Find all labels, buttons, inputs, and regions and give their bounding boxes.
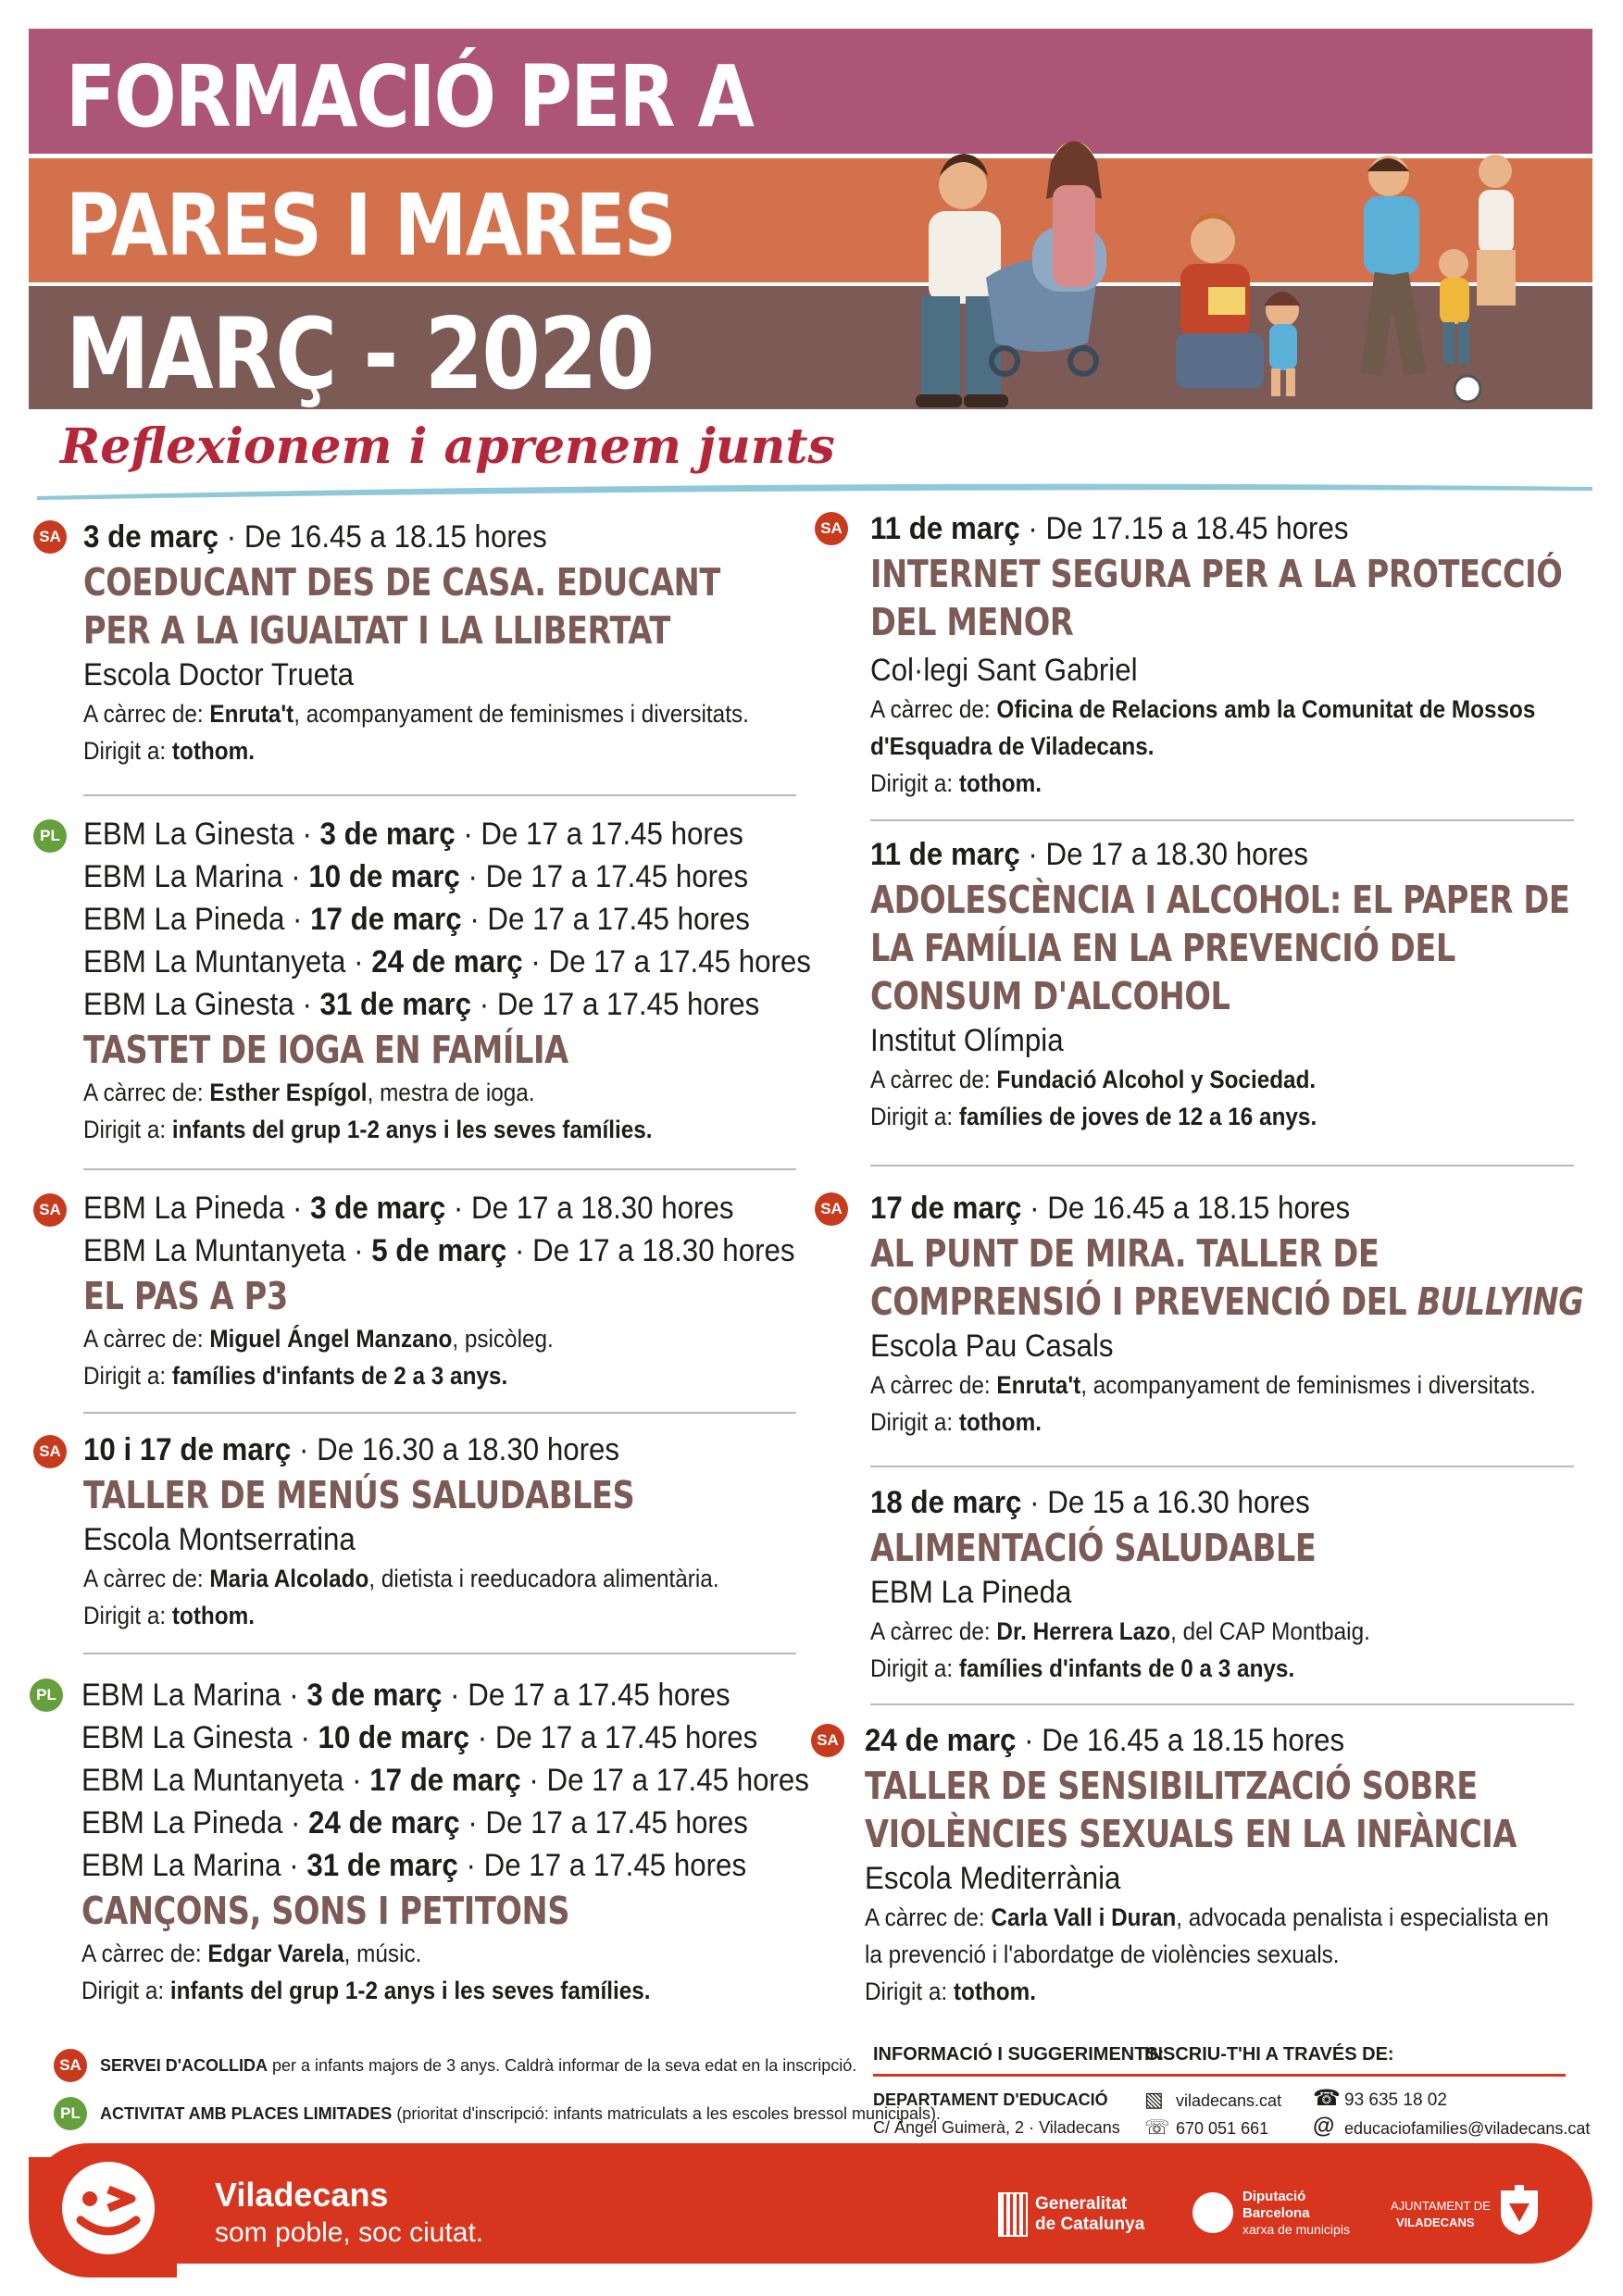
left-column bbox=[0, 0, 815, 2037]
event-target: Dirigit a: infants del grup 1-2 anys i les seves famílies. bbox=[81, 1977, 651, 2004]
event-date: 10 i 17 de març · De 16.30 a 18.30 hores bbox=[83, 1432, 620, 1467]
info-dept: DEPARTAMENT D'EDUCACIÓ bbox=[873, 2090, 1108, 2109]
event-charge: A càrrec de: Oficina de Relacions amb la Comunitat de Mossos bbox=[870, 695, 1536, 723]
separator bbox=[870, 1703, 1574, 1705]
footer-brand: Viladecans bbox=[215, 2176, 389, 2214]
footer-tagline: som poble, soc ciutat. bbox=[215, 2217, 484, 2248]
event-title: DEL MENOR bbox=[870, 600, 1074, 644]
pl-legend-badge: PL bbox=[54, 2097, 87, 2130]
event-date: EBM La Marina · 10 de març · De 17 a 17.45 hores bbox=[83, 859, 749, 894]
separator bbox=[870, 1466, 1574, 1467]
event-date: EBM La Marina · 31 de març · De 17 a 17.45 hores bbox=[81, 1848, 747, 1883]
event-charge: A càrrec de: Dr. Herrera Lazo, del CAP Montbaig. bbox=[870, 1617, 1370, 1645]
pl-badge: PL bbox=[33, 819, 67, 853]
viladecans-logo-icon bbox=[57, 2157, 159, 2259]
event-charge-cont: la prevenció i l'abordatge de violències sexuals. bbox=[865, 1940, 1340, 1968]
event-charge: A càrrec de: Fundació Alcohol y Sociedad. bbox=[870, 1066, 1317, 1093]
event-date: 24 de març · De 16.45 a 18.15 hores bbox=[865, 1723, 1345, 1758]
event-target: Dirigit a: tothom. bbox=[870, 1408, 1042, 1436]
event-date: EBM La Pineda · 24 de març · De 17 a 17.45 hores bbox=[81, 1805, 748, 1841]
diputacio-logo bbox=[1192, 2192, 1233, 2233]
separator bbox=[83, 1168, 796, 1170]
event-target: Dirigit a: famílies d'infants de 2 a 3 anys. bbox=[83, 1362, 508, 1390]
legend-sa: SERVEI D'ACOLLIDA per a infants majors de 3 anys. Caldrà informar de la seva edat en la inscripció. bbox=[100, 2056, 857, 2075]
separator bbox=[870, 1165, 1574, 1167]
event-date: EBM La Marina · 3 de març · De 17 a 17.45 hores bbox=[81, 1678, 730, 1713]
event-target: Dirigit a: tothom. bbox=[865, 1978, 1036, 2005]
event-date: 18 de març · De 15 a 16.30 hores bbox=[870, 1485, 1310, 1520]
event-target: Dirigit a: famílies d'infants de 0 a 3 anys. bbox=[870, 1654, 1295, 1682]
email-icon: @ bbox=[1313, 2114, 1335, 2139]
event-title: COMPRENSIÓ I PREVENCIÓ DEL BULLYING bbox=[870, 1279, 1584, 1324]
event-title: TALLER DE MENÚS SALUDABLES bbox=[83, 1473, 635, 1517]
event-violencies bbox=[865, 1719, 1596, 2010]
event-alimentacio bbox=[870, 1481, 1602, 1687]
event-menus bbox=[83, 1429, 815, 1634]
info-web[interactable]: viladecans.cat bbox=[1176, 2091, 1282, 2110]
sa-badge: SA bbox=[815, 512, 848, 545]
event-target: Dirigit a: tothom. bbox=[870, 769, 1042, 797]
sa-badge: SA bbox=[33, 1193, 67, 1227]
event-date: 11 de març · De 17.15 a 18.45 hores bbox=[870, 511, 1349, 546]
event-charge: d'Esquadra de Viladecans. bbox=[870, 732, 1155, 760]
event-date: 3 de març · De 16.45 a 18.15 hores bbox=[83, 519, 547, 555]
event-date: EBM La Ginesta · 3 de març · De 17 a 17.45 hores bbox=[83, 817, 743, 852]
right-column bbox=[805, 0, 1602, 2037]
generalitat-logo bbox=[998, 2192, 1028, 2237]
event-pas-p3 bbox=[83, 1187, 815, 1394]
event-target: Dirigit a: famílies de joves de 12 a 16 anys. bbox=[870, 1103, 1317, 1130]
event-title: EL PAS A P3 bbox=[83, 1274, 288, 1318]
sa-badge: SA bbox=[33, 1435, 67, 1468]
header-line-1: FORMACIÓ PER A bbox=[66, 47, 754, 146]
web-icon: ▧ bbox=[1144, 2088, 1164, 2111]
event-title: CONSUM D'ALCOHOL bbox=[870, 974, 1230, 1018]
event-charge: A càrrec de: Edgar Varela, músic. bbox=[81, 1940, 422, 1967]
event-date: EBM La Muntanyeta · 24 de març · De 17 a 17.45 hores bbox=[83, 944, 811, 980]
phone-icon: ☎ bbox=[1313, 2086, 1341, 2111]
pl-badge: PL bbox=[30, 1678, 63, 1712]
event-title: INTERNET SEGURA PER A LA PROTECCIÓ bbox=[870, 552, 1563, 596]
whatsapp-icon: ☏ bbox=[1144, 2115, 1170, 2139]
event-date: EBM La Muntanyeta · 5 de març · De 17 a 18.30 hores bbox=[83, 1233, 795, 1268]
sa-legend-badge: SA bbox=[54, 2049, 87, 2082]
legend-pl: ACTIVITAT AMB PLACES LIMITADES (prioritat d'inscripció: infants matriculats a les escoles bressol municipals). bbox=[100, 2104, 941, 2123]
info-email[interactable]: educaciofamilies@viladecans.cat bbox=[1344, 2119, 1591, 2138]
generalitat-text-2: de Catalunya bbox=[1035, 2215, 1145, 2234]
event-date: 17 de març · De 16.45 a 18.15 hores bbox=[870, 1191, 1351, 1226]
sa-badge: SA bbox=[33, 520, 67, 554]
header-line-2: PARES I MARES bbox=[66, 176, 676, 275]
info-underline bbox=[873, 2074, 1566, 2077]
event-bullying bbox=[870, 1187, 1602, 1441]
separator bbox=[870, 819, 1574, 821]
event-date: EBM La Pineda · 3 de març · De 17 a 18.30 hores bbox=[83, 1191, 734, 1226]
ajuntament-text-1: AJUNTAMENT DE bbox=[1391, 2199, 1491, 2213]
event-title: PER A LA IGUALTAT I LA LLIBERTAT bbox=[83, 608, 670, 653]
sa-badge: SA bbox=[811, 1724, 844, 1757]
event-charge: A càrrec de: Enruta't, acompanyament de feminismes i diversitats. bbox=[870, 1371, 1536, 1399]
event-alcohol bbox=[870, 833, 1602, 1135]
info-address: C/ Àngel Guimerà, 2 · Viladecans bbox=[873, 2118, 1120, 2137]
event-venue: Col·legi Sant Gabriel bbox=[870, 653, 1138, 688]
event-title: ALIMENTACIÓ SALUDABLE bbox=[870, 1526, 1317, 1570]
info-phone: 93 635 18 02 bbox=[1344, 2090, 1447, 2110]
event-title: COEDUCANT DES DE CASA. EDUCANT bbox=[83, 560, 720, 605]
event-title: TASTET DE IOGA EN FAMÍLIA bbox=[83, 1028, 568, 1072]
event-charge: A càrrec de: Enruta't, acompanyament de feminismes i diversitats. bbox=[83, 700, 749, 728]
ajuntament-text-2: VILADECANS bbox=[1396, 2215, 1475, 2229]
event-title: LA FAMÍLIA EN LA PREVENCIÓ DEL bbox=[870, 926, 1455, 970]
event-date: EBM La Pineda · 17 de març · De 17 a 17.45 hores bbox=[83, 902, 750, 937]
info-whatsapp: 670 051 661 bbox=[1176, 2119, 1269, 2138]
diputacio-text-2: Barcelona bbox=[1242, 2205, 1310, 2221]
event-venue: Escola Doctor Trueta bbox=[83, 657, 355, 693]
event-charge: A càrrec de: Miguel Ángel Manzano, psicòleg. bbox=[83, 1325, 554, 1353]
event-title: ADOLESCÈNCIA I ALCOHOL: EL PAPER DE bbox=[870, 878, 1570, 922]
event-ioga bbox=[83, 813, 815, 1148]
event-internet bbox=[870, 507, 1602, 802]
header-line-3: MARÇ - 2020 bbox=[66, 297, 654, 411]
event-venue: Institut Olímpia bbox=[870, 1023, 1064, 1058]
event-charge: A càrrec de: Maria Alcolado, dietista i reeducadora alimentària. bbox=[83, 1565, 719, 1592]
event-date: 11 de març · De 17 a 18.30 hores bbox=[870, 837, 1308, 872]
event-title: TALLER DE SENSIBILITZACIÓ SOBRE bbox=[865, 1764, 1478, 1808]
event-target: Dirigit a: tothom. bbox=[83, 1602, 255, 1629]
info-heading: INFORMACIÓ I SUGGERIMENTS: bbox=[873, 2044, 1165, 2065]
diputacio-text-1: Diputació bbox=[1242, 2189, 1306, 2204]
event-date: EBM La Ginesta · 31 de març · De 17 a 17.45 hores bbox=[83, 987, 760, 1022]
header-subtitle: Reflexionem i aprenem junts bbox=[60, 418, 835, 475]
event-venue: Escola Mediterrània bbox=[865, 1861, 1121, 1896]
event-venue: EBM La Pineda bbox=[870, 1575, 1072, 1610]
separator bbox=[83, 1412, 796, 1414]
event-date: EBM La Ginesta · 10 de març · De 17 a 17.45 hores bbox=[81, 1720, 758, 1755]
separator bbox=[83, 1653, 796, 1654]
ajuntament-shield-icon bbox=[1498, 2185, 1541, 2237]
event-coeducant bbox=[83, 516, 815, 769]
event-venue: Escola Montserratina bbox=[83, 1522, 356, 1557]
event-target: Dirigit a: tothom. bbox=[83, 737, 255, 765]
event-title: VIOLÈNCIES SEXUALS EN LA INFÀNCIA bbox=[865, 1812, 1517, 1856]
event-charge: A càrrec de: Esther Espígol, mestra de ioga. bbox=[83, 1079, 535, 1106]
event-charge: A càrrec de: Carla Vall i Duran, advocada penalista i especialista en bbox=[865, 1903, 1549, 1931]
generalitat-text-1: Generalitat bbox=[1035, 2194, 1128, 2214]
sa-badge: SA bbox=[815, 1192, 848, 1226]
event-title: AL PUNT DE MIRA. TALLER DE bbox=[870, 1231, 1380, 1276]
event-venue: Escola Pau Casals bbox=[870, 1329, 1114, 1364]
register-heading: INSCRIU-T'HI A TRAVÉS DE: bbox=[1144, 2044, 1394, 2065]
diputacio-text-3: xarxa de municipis bbox=[1242, 2222, 1350, 2237]
event-target: Dirigit a: infants del grup 1-2 anys i les seves famílies. bbox=[83, 1116, 653, 1143]
event-title: CANÇONS, SONS I PETITONS bbox=[81, 1889, 570, 1933]
event-cancons bbox=[81, 1674, 813, 2009]
event-date: EBM La Muntanyeta · 17 de març · De 17 a 17.45 hores bbox=[81, 1763, 809, 1798]
separator bbox=[83, 794, 796, 796]
